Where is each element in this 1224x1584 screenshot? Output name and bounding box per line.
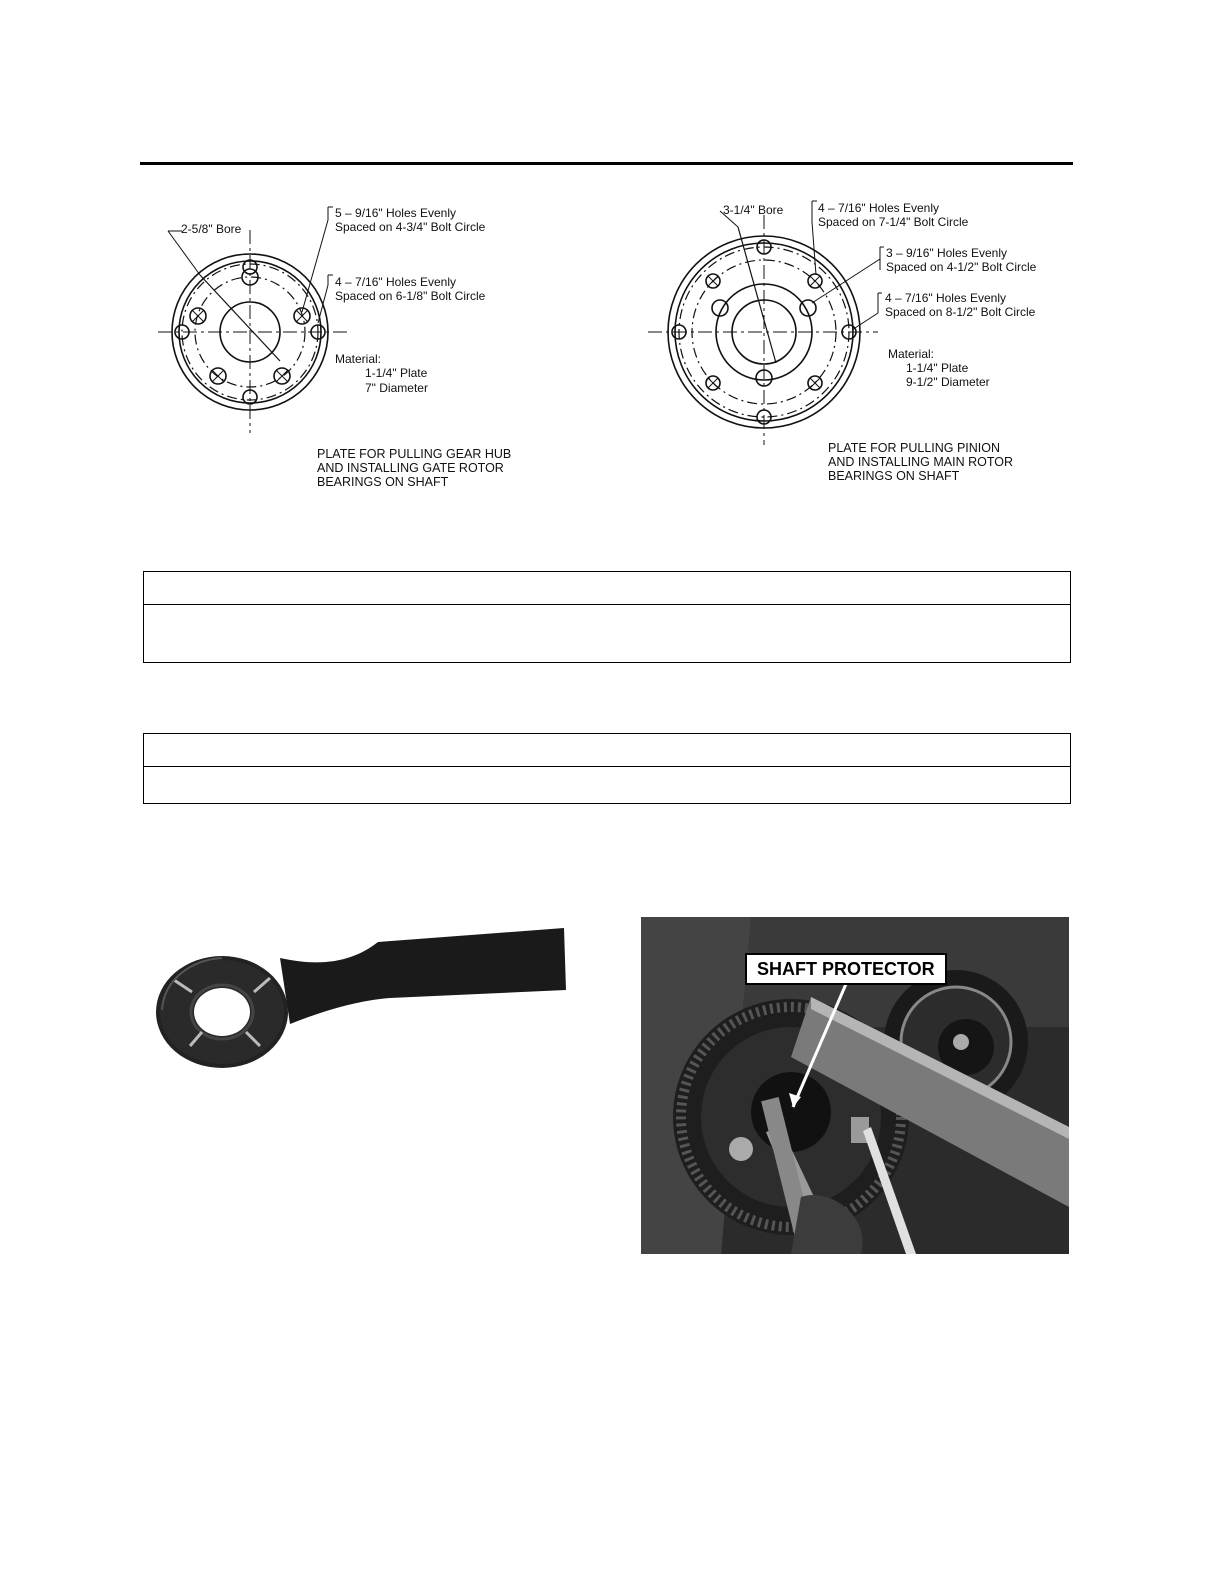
empty-table-2 [143, 733, 1071, 804]
main-caption-line3: BEARINGS ON SHAFT [828, 469, 960, 483]
shaft-protector-callout: SHAFT PROTECTOR [745, 953, 947, 985]
main-holes-a-line2: Spaced on 7-1/4" Bolt Circle [818, 215, 969, 229]
gate-material-line2: 7" Diameter [365, 381, 428, 395]
gate-caption-line2: AND INSTALLING GATE ROTOR [317, 461, 504, 475]
gate-holes-b-line2: Spaced on 6-1/8" Bolt Circle [335, 289, 486, 303]
main-caption-line1: PLATE FOR PULLING PINION [828, 441, 1001, 455]
gate-material-label: Material: [335, 352, 382, 366]
main-rotor-plate-diagram [640, 195, 1040, 455]
empty-table-2-header [144, 734, 1070, 767]
main-holes-b-line2: Spaced on 4-1/2" Bolt Circle [886, 260, 1037, 274]
spanner-wrench-image [150, 920, 570, 1080]
main-material-line2: 9-1/2" Diameter [906, 375, 990, 389]
gate-caption-line1: PLATE FOR PULLING GEAR HUB [317, 447, 512, 461]
spanner-wrench-photo [150, 920, 570, 1085]
gate-holes-b-line1: 4 – 7/16" Holes Evenly [335, 275, 456, 289]
main-bore-label: 3-1/4" Bore [723, 203, 784, 217]
main-holes-c-line2: Spaced on 8-1/2" Bolt Circle [885, 305, 1036, 319]
main-material-line1: 1-1/4" Plate [906, 361, 969, 375]
empty-table-1 [143, 571, 1071, 663]
gate-caption-line3: BEARINGS ON SHAFT [317, 475, 449, 489]
main-plate-drawing [640, 195, 1040, 455]
top-rule [140, 162, 1073, 165]
main-holes-a-line1: 4 – 7/16" Holes Evenly [818, 201, 939, 215]
shaft-protector-photo [641, 917, 1069, 1254]
main-holes-c-line1: 4 – 7/16" Holes Evenly [885, 291, 1006, 305]
gate-holes-a-line1: 5 – 9/16" Holes Evenly [335, 206, 456, 220]
main-material-label: Material: [888, 347, 935, 361]
empty-table-1-header [144, 572, 1070, 605]
gate-bore-label: 2-5/8" Bore [181, 222, 242, 236]
gate-material-line1: 1-1/4" Plate [365, 366, 428, 380]
gate-holes-a-line2: Spaced on 4-3/4" Bolt Circle [335, 220, 486, 234]
main-holes-b-line1: 3 – 9/16" Holes Evenly [886, 246, 1007, 260]
main-caption-line2: AND INSTALLING MAIN ROTOR [828, 455, 1013, 469]
